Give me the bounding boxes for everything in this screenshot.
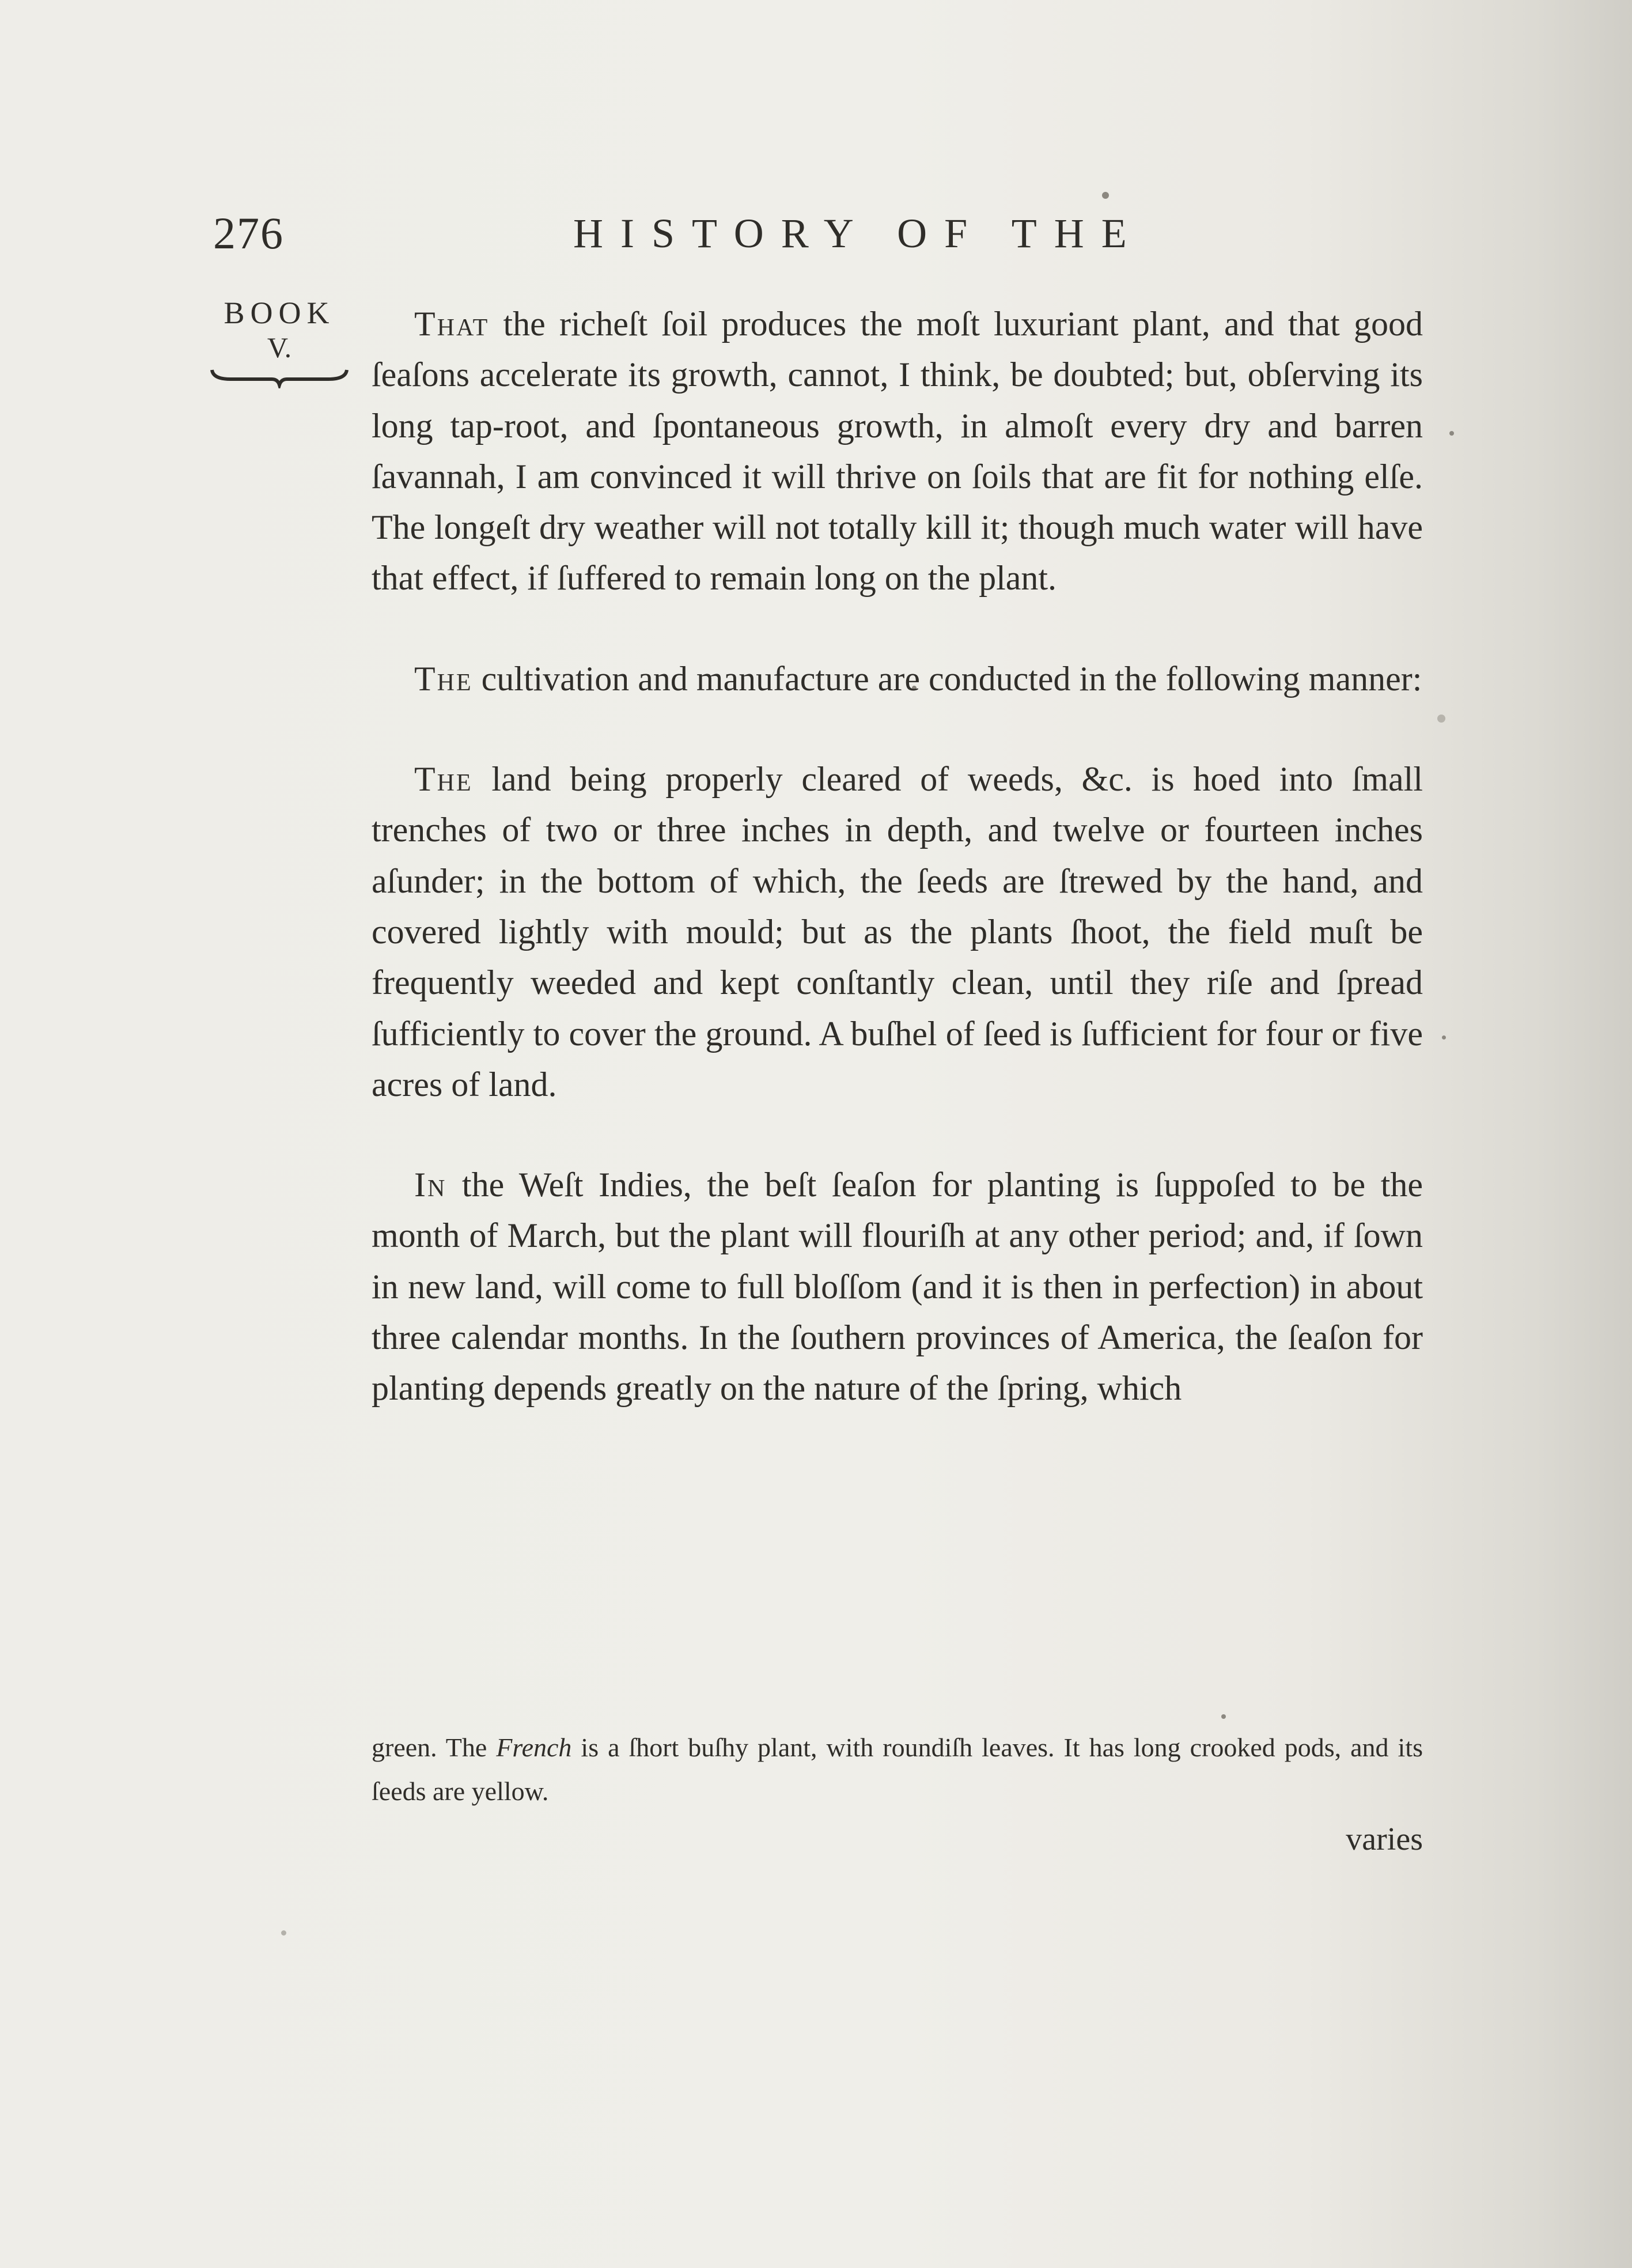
paragraph-lead-word: That — [414, 305, 490, 343]
margin-book-label: BOOK — [224, 296, 335, 330]
paper-speck — [281, 1930, 286, 1936]
footnote-italic-word: French — [496, 1733, 572, 1762]
paragraph — [372, 754, 1423, 1110]
paragraph-text: the richeſt ſoil produces the moſt luxuriant plant, and that good ſeaſons accelerate its growth, cannot, I think, be doubted; but, obſerving its long tap-root, and ſpontaneous growth, in almoſt every dry and barren ſavannah, I am convinced it will thrive on ſoils that are fit for nothing elſe. The longeſt dry weather will not totally kill it; though much water will have that effect, if ſuffered to remain long on the plant. — [372, 305, 1423, 598]
paragraph-text: land being properly cleared of weeds, &c. is hoed into ſmall trenches of two or three inches in depth, and twelve or fourteen inches aſunder; in the bottom of which, the ſeeds are ſtrewed by the hand, and covered lightly with mould; but as the plants ſhoot, the field muſt be frequently weeded and kept conſtantly clean, until they riſe and ſpread ſufficiently to cover the ground. A buſhel of ſeed is ſufficient for four or five acres of land. — [372, 760, 1423, 1103]
footnote-text-start: green. The — [372, 1733, 497, 1762]
page-header — [213, 207, 1423, 271]
margin-book-number: V. — [267, 331, 292, 364]
paragraph-text: the Weſt Indies, the beſt ſeaſon for planting is ſuppoſed to be the month of March, but the plant will flouriſh at any other period; and, if ſown in new land, will come to full bloſſom (and it is then in perfection) in about three calendar months. In the ſouthern provinces of America, the ſeaſon for planting depends greatly on the nature of the ſpring, which — [372, 1166, 1423, 1408]
catchword: varies — [1346, 1821, 1423, 1857]
main-text-column — [372, 298, 1423, 1414]
paper-speck — [1449, 431, 1454, 436]
running-head: HISTORY OF THE — [573, 210, 1144, 256]
paper-speck — [1437, 715, 1445, 723]
paragraph — [372, 653, 1423, 704]
page-number: 276 — [213, 208, 284, 258]
margin-book-note — [205, 295, 354, 388]
paragraph-lead-word: The — [414, 659, 473, 698]
paper-speck — [1102, 192, 1109, 199]
paper-speck — [1221, 1714, 1226, 1719]
footnote-text-end: is a ſhort buſhy plant, with roundiſh leaves. It has long crooked pods, and its ſeeds are yellow. — [372, 1733, 1423, 1806]
footnote — [372, 1726, 1423, 1813]
paragraph — [372, 298, 1423, 604]
paper-speck — [1442, 1035, 1446, 1040]
margin-brace-ornament — [207, 365, 351, 388]
paragraph-lead-word: The — [414, 760, 473, 799]
paragraph — [372, 1159, 1423, 1413]
paragraph-lead-word: In — [414, 1166, 447, 1204]
paragraph-text: cultivation and manufacture are conducted in the following manner: — [472, 659, 1422, 698]
